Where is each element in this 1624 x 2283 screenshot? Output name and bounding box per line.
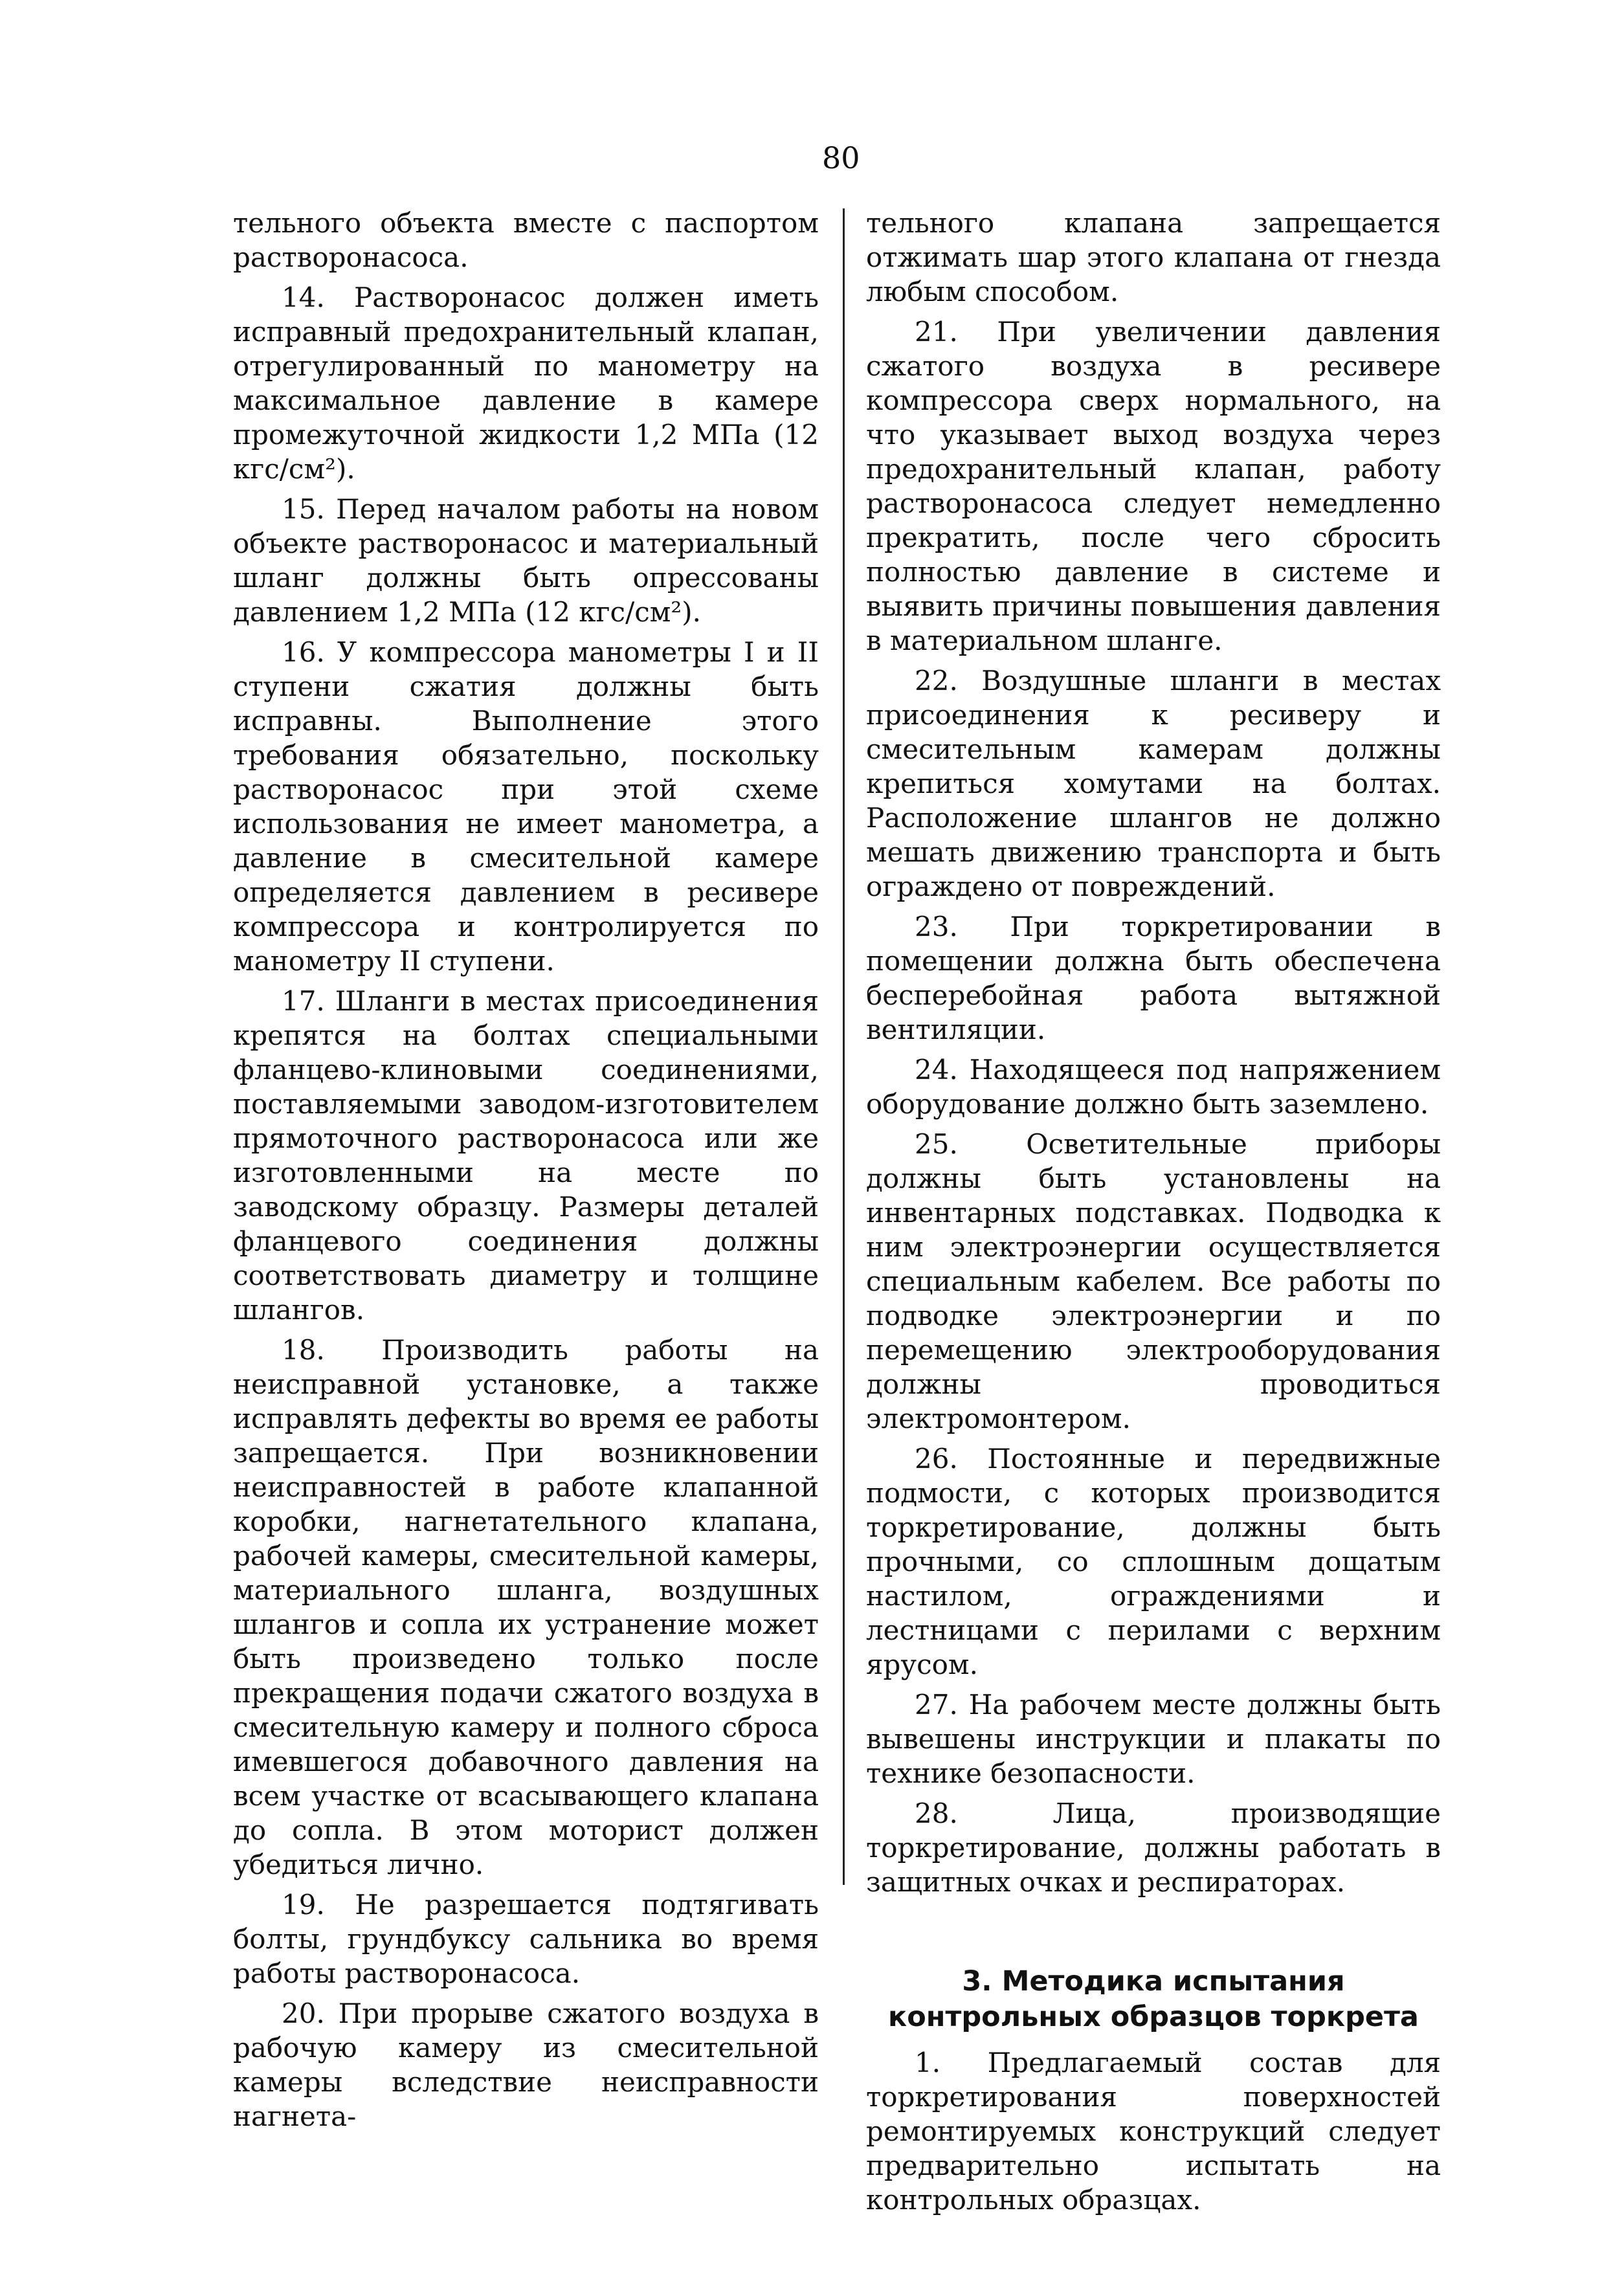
right-column — [866, 206, 1441, 2223]
paragraph-18: 18. Производить работы на неисправной установке, а также исправлять дефекты во время ее работы запрещается. При возникновении неисправностей в работе клапанной коробки, нагнетательного клапана, рабочей камеры, смесительной камеры, материального шланга, воздушных шлангов и сопла их устранение может быть произведено только после прекращения подачи сжатого воздуха в смесительную камеру и полного сброса имевшегося добавочного давления на всем участке от всасывающего клапана до сопла. В этом моторист должен убедиться лично. — [233, 1334, 819, 1880]
section-heading — [866, 1964, 1441, 2035]
paragraph-22: 22. Воздушные шланги в местах присоединения к ресиверу и смесительным камерам должны крепиться хомутами на болтах. Расположение шлангов не должно мешать движению транспорта и быть ограждено от повреждений. — [866, 665, 1441, 902]
paragraph-16: 16. У компрессора манометры I и II ступени сжатия должны быть исправны. Выполнение этого требования обязательно, поскольку растворонасос при этой схеме использования не имеет манометра, а давление в смесительной камере определяется давлением в ресивере компрессора и контролируется по манометру II ступени. — [233, 636, 819, 977]
paragraph-20: 20. При прорыве сжатого воздуха в рабочую камеру из смесительной камеры вследствие неисправности нагнета- — [233, 1998, 819, 2132]
paragraph-27: 27. На рабочем месте должны быть вывешены инструкции и плакаты по технике безопасности. — [866, 1689, 1441, 1789]
paragraph-23: 23. При торкретировании в помещении должна быть обеспечена бесперебойная работа вытяжной вентиляции. — [866, 911, 1441, 1045]
section-heading-line: 3. Методика испытания — [962, 1965, 1345, 1998]
section-heading-line: контрольных образцов торкрета — [888, 2001, 1419, 2033]
paragraph-25: 25. Осветительные приборы должны быть установлены на инвентарных подставках. Подводка к ним электроэнергии осуществляется специальным кабелем. Все работы по подводке электроэнергии и по перемещению электрооборудования должны проводиться электромонтером. — [866, 1128, 1441, 1434]
paragraph-26: 26. Постоянные и передвижные подмости, с которых производится торкретирование, должны быть прочными, со сплошным дощатым настилом, ограждениями и лестницами с перилами с верхним ярусом. — [866, 1443, 1441, 1680]
paragraph-15: 15. Перед началом работы на новом объекте растворонасос и материальный шланг должны быть опрессованы давлением 1,2 МПа (12 кгс/см²). — [233, 493, 819, 628]
paragraph-28: 28. Лица, производящие торкретирование, должны работать в защитных очках и респираторах. — [866, 1798, 1441, 1898]
paragraph-continuation: тельного объекта вместе с паспортом растворонасоса. — [233, 207, 819, 273]
column-divider — [843, 208, 845, 1885]
paragraph-continuation: тельного клапана запрещается отжимать шар этого клапана от гнезда любым способом. — [866, 207, 1441, 307]
page-number: 80 — [822, 140, 860, 175]
paragraph-19: 19. Не разрешается подтягивать болты, грундбуксу сальника во время работы растворонасоса. — [233, 1889, 819, 1989]
paragraph-21: 21. При увеличении давления сжатого воздуха в ресивере компрессора сверх нормального, на что указывает выход воздуха через предохранительный клапан, работу растворонасоса следует немедленно прекратить, после чего сбросить полностью давление в системе и выявить причины повышения давления в материальном шланге. — [866, 316, 1441, 656]
paragraph-17: 17. Шланги в местах присоединения крепятся на болтах специальными фланцево-клиновыми соединениями, поставляемыми заводом-изготовителем прямоточного растворонасоса или же изготовленными на месте по заводскому образцу. Размеры деталей фланцевого соединения должны соответствовать диаметру и толщине шлангов. — [233, 985, 819, 1326]
left-column — [233, 206, 819, 2139]
paragraph-14: 14. Растворонасос должен иметь исправный предохранительный клапан, отрегулированный по манометру на максимальное давление в камере промежуточной жидкости 1,2 МПа (12 кгс/см²). — [233, 282, 819, 485]
section-paragraph-1: 1. Предлагаемый состав для торкретирования поверхностей ремонтируемых конструкций следует предварительно испытать на контрольных образцах. — [866, 2047, 1441, 2216]
paragraph-24: 24. Находящееся под напряжением оборудование должно быть заземлено. — [866, 1054, 1441, 1120]
